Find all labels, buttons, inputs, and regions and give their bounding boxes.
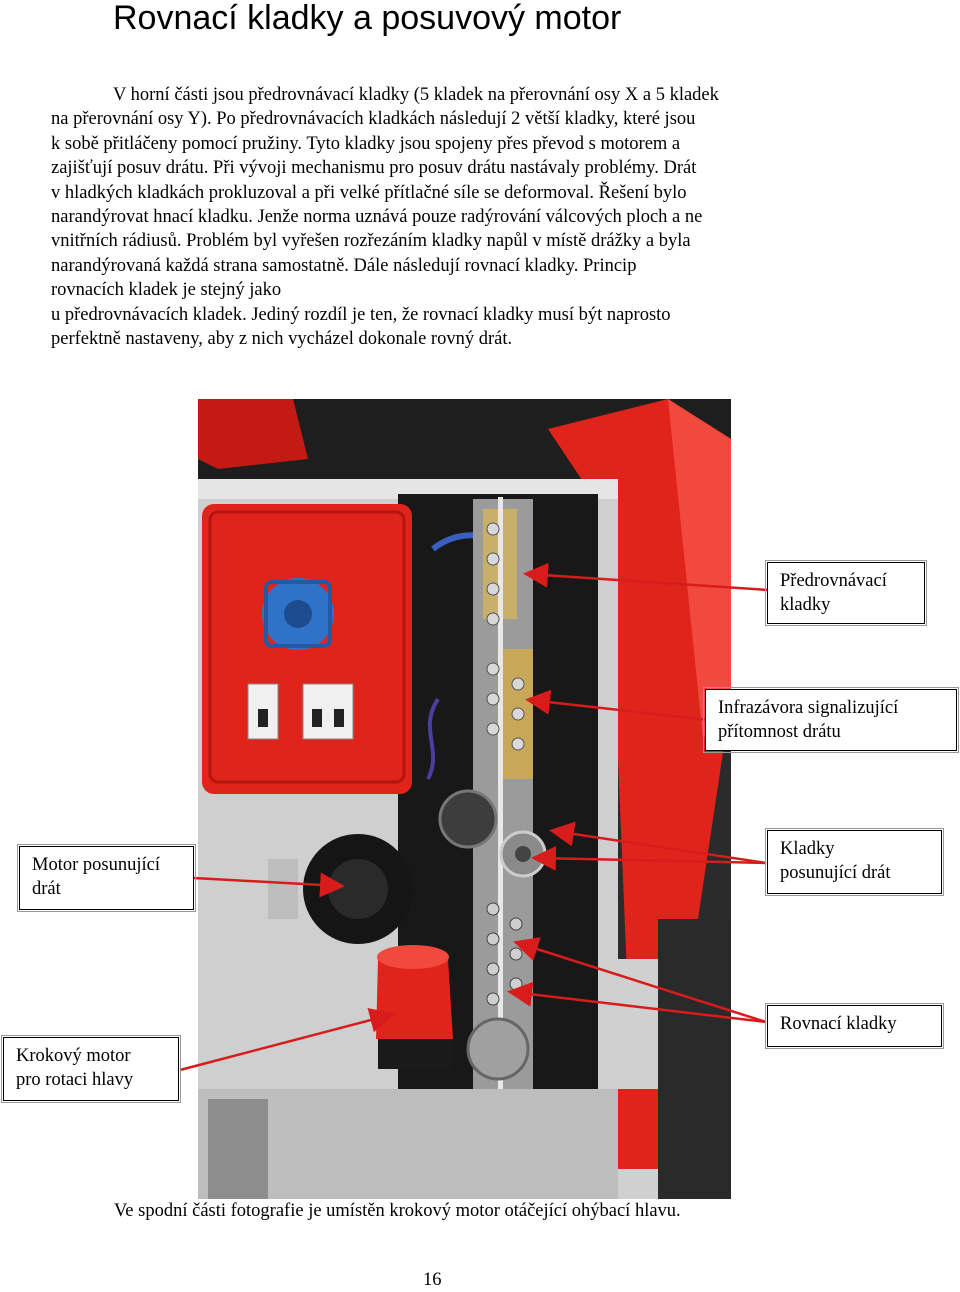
callout-line: Kladky (780, 839, 835, 859)
callout-line: kladky (780, 595, 831, 615)
paragraph-line: rovnacích kladek je stejný jako (51, 280, 282, 301)
paragraph-line: narandýrovaná každá strana samostatně. Dále následují rovnací kladky. Princip (51, 255, 637, 276)
paragraph-line: narandýrovat hnací kladku. Jenže norma uznává pouze radýrování válcových ploch a ne (51, 207, 703, 228)
machine-photo (198, 399, 731, 1199)
callout-line: posunující drát (780, 863, 891, 883)
paragraph-line: vnitřních rádiusů. Problém byl vyřešen rozřezáním kladky napůl v místě drážky a byla (51, 231, 691, 252)
paragraph-line: k sobě přitláčeny pomocí pružiny. Tyto kladky jsou spojeny přes převod s motorem a (51, 133, 681, 154)
callout-line: Předrovnávací (780, 571, 887, 591)
paragraph-line: na přerovnání osy Y). Po předrovnávacích kladkách následují 2 větší kladky, které jsou (51, 109, 696, 130)
callout-krokovy-motor (3, 1037, 179, 1101)
callout-kladky-posunujici (767, 830, 942, 894)
paragraph-line: u předrovnávacích kladek. Jediný rozdíl je ten, že rovnací kladky musí být naprosto (51, 304, 671, 325)
callout-line: drát (32, 879, 61, 899)
callout-rovnaci-kladky (767, 1005, 942, 1047)
callout-motor-posunujici (19, 846, 194, 910)
photo-caption: Ve spodní části fotografie je umístěn krokový motor otáčející ohýbací hlavu. (114, 1201, 681, 1221)
callout-line: Motor posunující (32, 855, 160, 875)
callout-predrovnavaci-kladky (767, 562, 925, 624)
paragraph-line: v hladkých kladkách prokluzoval a při velké přítlačné síle se deformoval. Řešení bylo (51, 182, 687, 203)
callout-line: Rovnací kladky (780, 1014, 897, 1034)
page-number: 16 (423, 1270, 442, 1290)
callout-infrazavora (705, 689, 957, 751)
callout-line: přítomnost drátu (718, 722, 841, 742)
page-title: Rovnací kladky a posuvový motor (113, 0, 622, 37)
paragraph-line: V horní části jsou předrovnávací kladky (5 kladek na přerovnání osy X a 5 kladek (113, 85, 719, 105)
callout-line: pro rotaci hlavy (16, 1070, 134, 1090)
paragraph-line: zajišťují posuv drátu. Při vývoji mechanismu pro posuv drátu nastávaly problémy. Drát (51, 158, 697, 179)
paragraph-line: perfektně nastaveny, aby z nich vycházel dokonale rovný drát. (51, 329, 513, 350)
callout-line: Krokový motor (16, 1046, 131, 1066)
callout-line: Infrazávora signalizující (718, 698, 899, 718)
body-paragraph (51, 83, 841, 351)
